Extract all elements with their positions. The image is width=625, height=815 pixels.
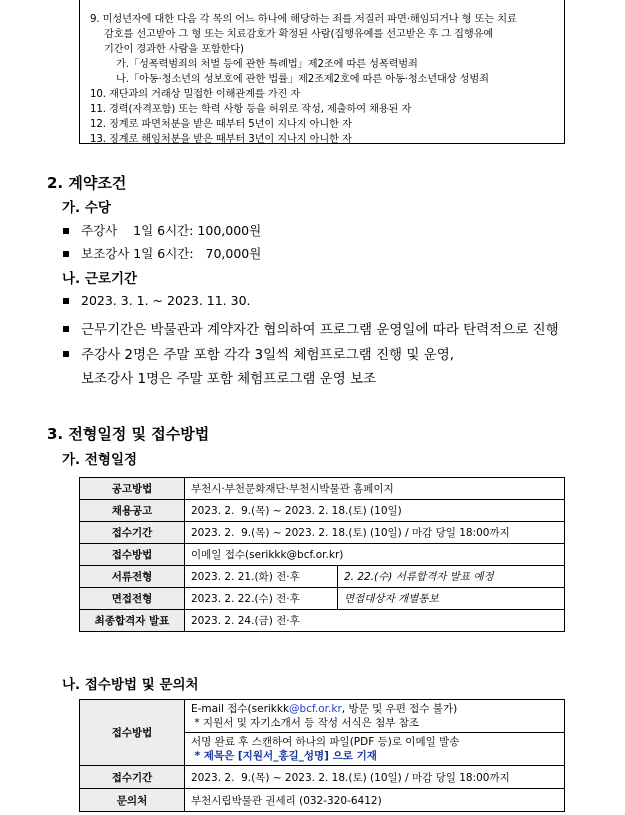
row-value: 2023. 2. 22.(수) 전·후	[185, 588, 338, 610]
row-value: 2023. 2. 9.(목) ~ 2023. 2. 18.(토) (10일)	[185, 500, 565, 522]
disqualification-item: 기간이 경과한 사람을 포함한다)	[104, 44, 244, 55]
row-value: 2023. 2. 24.(금) 전·후	[185, 610, 565, 632]
disqualification-item: 10. 재단과의 거래상 밀접한 이해관계를 가진 자	[90, 89, 301, 100]
disqualification-item: 12. 징계로 파면처분을 받은 때부터 5년이 지나지 아니한 자	[90, 119, 352, 130]
application-table	[79, 699, 565, 812]
bullet-icon	[63, 326, 69, 332]
period-item: 주강사 2명은 주말 포함 각각 3일씩 체험프로그램 진행 및 운영,	[63, 343, 454, 363]
row-note: 면접대상자 개별통보	[338, 588, 565, 610]
row-label: 최종합격자 발표	[80, 610, 185, 632]
subsection-title: 나. 근로기간	[62, 271, 138, 287]
row-value: 2023. 2. 9.(목) ~ 2023. 2. 18.(토) (10일) / 마감 당일 18:00까지	[185, 522, 565, 544]
bullet-icon	[63, 228, 69, 234]
row-label: 공고방법	[80, 478, 185, 500]
table-row	[80, 610, 565, 632]
period-item: 2023. 3. 1. ~ 2023. 11. 30.	[63, 293, 251, 308]
row-label: 면접전형	[80, 588, 185, 610]
table-row	[80, 700, 565, 766]
row-value: 2023. 2. 9.(목) ~ 2023. 2. 18.(토) (10일) / 마감 당일 18:00까지	[185, 766, 565, 789]
row-label: 서류전형	[80, 566, 185, 588]
apply-method-scan: 서명 완료 후 스캔하여 하나의 파일(PDF 등)로 이메일 발송 * 제목은 [지원서_홍길_성명] 으로 기재	[191, 736, 460, 762]
row-value	[185, 700, 565, 766]
table-row	[80, 478, 565, 500]
disqualification-item: 13. 징계로 해임처분을 받은 때부터 3년이 지나지 아니한 자	[90, 134, 352, 145]
subsection-title: 가. 전형일정	[62, 452, 138, 468]
table-row	[80, 566, 565, 588]
disqualification-item: 감호를 선고받아 그 형 또는 치료감호가 확정된 사람(집행유예를 선고받은 후 그 집행유예	[104, 29, 494, 40]
section-title: 2. 계약조건	[47, 174, 127, 192]
row-value: 2023. 2. 21.(화) 전·후	[185, 566, 338, 588]
table-row	[80, 544, 565, 566]
table-row	[80, 500, 565, 522]
disqualification-item: 11. 경력(자격포함) 또는 학력 사항 등을 허위로 작성, 제출하여 채용된 자	[90, 104, 412, 115]
subsection-title: 나. 접수방법 및 문의처	[62, 677, 199, 693]
row-label: 접수방법	[80, 544, 185, 566]
disqualification-item: 9. 미성년자에 대한 다음 각 목의 어느 하나에 해당하는 죄를 저질러 파면·해임되거나 형 또는 치료	[90, 14, 517, 25]
pay-item: 보조강사 1일 6시간: 70,000원	[63, 244, 261, 262]
row-label: 접수기간	[80, 766, 185, 789]
row-note: 2. 22.(수) 서류합격자 발표 예정	[338, 566, 565, 588]
row-label: 접수방법	[80, 700, 185, 766]
table-row	[80, 766, 565, 789]
table-row	[80, 588, 565, 610]
apply-method-email: E-mail 접수(serikkk@bcf.or.kr, 방문 및 우편 접수 불가) * 지원서 및 자기소개서 등 작성 서식은 첨부 참조	[185, 700, 564, 733]
table-row	[80, 789, 565, 812]
disqualification-subitem: 가.「성폭력범죄의 처벌 등에 관한 특례법」제2조에 따른 성폭력범죄	[116, 59, 418, 70]
row-label: 접수기간	[80, 522, 185, 544]
period-item: 근무기간은 박물관과 계약자간 협의하여 프로그램 운영일에 따라 탄력적으로 진행	[63, 318, 559, 338]
pay-item: 주강사 1일 6시간: 100,000원	[63, 221, 261, 239]
row-value: 이메일 접수(serikkk@bcf.or.kr)	[185, 544, 565, 566]
email-link[interactable]: @bcf.or.kr	[289, 703, 342, 715]
bullet-icon	[63, 298, 69, 304]
row-value: 부천시립박물관 권세리 (032-320-6412)	[185, 789, 565, 812]
disqualification-subitem: 나.「아동·청소년의 성보호에 관한 법률」제2조제2호에 따른 아동·청소년대상 성범죄	[116, 74, 489, 85]
schedule-table	[79, 477, 565, 632]
row-label: 문의처	[80, 789, 185, 812]
bullet-icon	[63, 351, 69, 357]
section-title: 3. 전형일정 및 접수방법	[47, 425, 210, 443]
row-value: 부천시·부천문화재단·부천시박물관 홈페이지	[185, 478, 565, 500]
subsection-title: 가. 수당	[62, 200, 111, 216]
period-item-continued: 보조강사 1명은 주말 포함 체험프로그램 운영 보조	[81, 371, 377, 387]
row-label: 채용공고	[80, 500, 185, 522]
bullet-icon	[63, 251, 69, 257]
table-row	[80, 522, 565, 544]
